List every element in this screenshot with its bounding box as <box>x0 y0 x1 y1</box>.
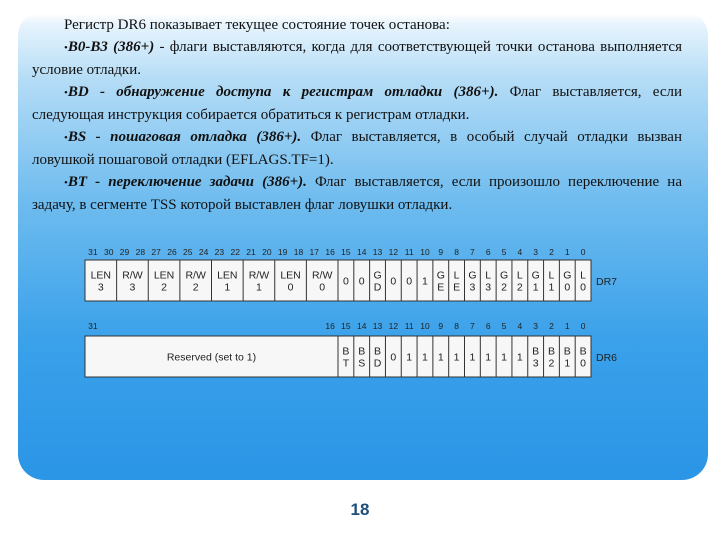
dr6-field-label: 1 <box>469 351 476 364</box>
dr7-field-label: 1 <box>422 275 428 288</box>
dr6-field-label: 1 <box>501 351 507 364</box>
dr7-bit-number: 16 <box>325 247 335 257</box>
dr7-bit-number: 25 <box>183 247 193 257</box>
dr7-field-label: 2 <box>501 281 507 294</box>
dr7-field-label: 1 <box>224 281 231 294</box>
bullet-marker: • <box>64 42 68 54</box>
text-block <box>32 14 682 216</box>
dr7-field-label: LEN <box>280 269 301 282</box>
dr7-field-label: G <box>563 269 572 282</box>
dr7-field-label: 0 <box>406 275 413 288</box>
dr7-field-label: G <box>373 269 382 282</box>
dr7-bit-number: 20 <box>262 247 272 257</box>
dr6-bit-number: 10 <box>420 321 430 331</box>
dr7-field-label: G <box>499 269 509 282</box>
dr7-field-label: 2 <box>192 281 199 294</box>
dr6-field-label: 3 <box>532 357 539 370</box>
dr7-bit-number: 30 <box>103 247 114 257</box>
dr7-bit-number: 8 <box>454 247 459 257</box>
bullet-term: B0-B3 (386+) <box>67 39 155 55</box>
dr7-field-label: L <box>516 269 523 282</box>
dr6-bit-number: 8 <box>454 321 459 331</box>
bullet-item-bd <box>32 81 682 126</box>
dr7-field-label: 3 <box>129 281 136 294</box>
dr6-field-label: B <box>358 345 366 358</box>
register-diagram <box>60 243 660 393</box>
dr6-bit-number: 15 <box>341 321 351 331</box>
dr6-bit-number: 16 <box>325 321 335 331</box>
dr6-field-label: S <box>358 357 366 370</box>
bullet-text: Флаг выставляется, в особый случай отладки вызван ловушкой пошаговой отладки (EFLAGS.TF=1). <box>32 129 682 168</box>
dr7-field-label: 0 <box>342 275 349 288</box>
dr7-field-label: 1 <box>256 281 262 294</box>
bullet-text: Флаг выставляется, если произошло переключение на задачу, в сегменте TSS которой выставлен флаг ловушки отладки. <box>32 174 682 213</box>
dr7-field-label: R/W <box>185 269 206 282</box>
dr6-bit-number: 6 <box>485 321 491 331</box>
dr6-field-label: 0 <box>390 351 397 364</box>
dr6-field-label: B <box>579 345 587 358</box>
dr6-field-label: 1 <box>406 351 413 364</box>
dr7-field-label: LEN <box>90 269 112 282</box>
dr7-bit-number: 4 <box>517 247 523 257</box>
bullet-term: BT - переключение задачи (386+). <box>67 174 307 190</box>
dr7-field-label: E <box>453 281 461 294</box>
dr6-field-label: B <box>342 345 350 358</box>
dr7-field-label: 1 <box>548 281 555 294</box>
dr7-field-label: L <box>548 269 555 282</box>
dr7-field-label: R/W <box>122 269 143 282</box>
dr7-field-label: 3 <box>485 281 492 294</box>
dr7-bit-number: 11 <box>404 247 414 257</box>
dr7-bit-number: 18 <box>293 247 304 257</box>
dr7-field-label: L <box>580 269 587 282</box>
dr6-bit-number: 2 <box>549 321 554 331</box>
dr6-field-label: 1 <box>422 351 428 364</box>
bullet-marker: • <box>64 177 68 189</box>
dr7-field-label: 2 <box>516 281 523 294</box>
dr7-field-label: 3 <box>97 281 104 294</box>
dr7-bit-number: 9 <box>438 247 444 257</box>
dr7-field-label: 0 <box>580 281 587 294</box>
dr7-field-label: LEN <box>153 269 175 282</box>
dr7-bit-number: 0 <box>580 247 586 257</box>
dr7-field-label: 0 <box>390 275 397 288</box>
dr6-field-label: B <box>563 345 571 358</box>
dr7-field-label: 0 <box>319 281 326 294</box>
dr7-bit-number: 29 <box>119 247 130 257</box>
dr6-field-label: B <box>374 345 382 358</box>
bullet-text: флаги выставляются, когда для соответствующей точки останова выполняется условие отладки. <box>32 39 682 78</box>
dr7-register-label: DR7 <box>596 276 618 288</box>
dr6-field-label: 1 <box>453 351 460 364</box>
dr7-field-label: 1 <box>532 281 539 294</box>
dr6-bit-number: 7 <box>470 321 475 331</box>
bullet-separator <box>498 84 509 100</box>
dr7-field-label: 0 <box>564 281 571 294</box>
dr7-bit-number: 26 <box>167 247 177 257</box>
dr7-bit-number: 28 <box>135 247 146 257</box>
dr6-bit-number: 5 <box>501 321 507 331</box>
dr7-bit-number: 22 <box>230 247 240 257</box>
dr6-field-label: 0 <box>580 357 587 370</box>
dr7-field-label: L <box>453 269 460 282</box>
dr7-field-label: 3 <box>469 281 476 294</box>
bullet-separator <box>307 174 315 190</box>
dr6-field-label: T <box>342 357 350 370</box>
dr7-bit-number: 15 <box>341 247 351 257</box>
dr7-field-label: G <box>468 269 477 282</box>
dr6-bit-number: 0 <box>580 321 586 331</box>
dr7-bit-number: 27 <box>151 247 161 257</box>
dr7-bit-number: 17 <box>309 247 320 257</box>
dr7-bit-number: 2 <box>549 247 554 257</box>
dr7-bit-number: 24 <box>198 247 209 257</box>
dr6-field-label: 2 <box>548 357 555 370</box>
dr6-bit-number: 9 <box>438 321 444 331</box>
dr7-bit-number: 10 <box>420 247 430 257</box>
dr6-register-label: DR6 <box>596 352 618 364</box>
dr7-field-label: E <box>437 281 445 294</box>
dr6-bit-number: 31 <box>88 321 98 331</box>
bullet-term: BD - обнаружение доступа к регистрам отладки (386+). <box>67 84 499 100</box>
dr6-field-label: B <box>532 345 540 358</box>
bullet-item-bt <box>32 171 682 216</box>
dr7-bit-number: 3 <box>533 247 539 257</box>
intro-paragraph: Регистр DR6 показывает текущее состояние точек останова: <box>64 17 450 33</box>
bullet-term: BS - пошаговая отладка (386+). <box>67 129 302 145</box>
dr7-bit-number: 5 <box>501 247 507 257</box>
dr6-field-label: 1 <box>564 357 571 370</box>
dr6-bit-number: 14 <box>356 321 367 331</box>
dr6-bit-number: 13 <box>372 321 383 331</box>
dr6-field-label: 1 <box>437 351 444 364</box>
dr6-bit-number: 4 <box>517 321 523 331</box>
dr7-field-label: L <box>485 269 492 282</box>
dr6-field-label: 1 <box>485 351 492 364</box>
dr7-field-label: R/W <box>311 269 333 282</box>
dr7-field-label: LEN <box>217 269 238 282</box>
bullet-item-b0-b3 <box>32 36 682 81</box>
dr6-field-label: 1 <box>516 351 523 364</box>
dr7-field-label: 0 <box>287 281 294 294</box>
dr7-bit-number: 7 <box>470 247 475 257</box>
dr6-bit-number: 12 <box>388 321 399 331</box>
bullet-text: Флаг выставляется, если следующая инструкция собирается обратиться к регистрам отладки. <box>32 84 683 123</box>
dr6-field-label: Reserved (set to 1) <box>166 351 257 364</box>
dr6-field-label: D <box>373 357 382 370</box>
bullet-separator: - <box>154 39 170 55</box>
dr7-bit-number: 19 <box>277 247 288 257</box>
dr7-bit-number: 13 <box>372 247 383 257</box>
bullet-marker: • <box>64 87 68 99</box>
dr7-bit-number: 21 <box>246 247 256 257</box>
dr6-field-label: B <box>547 345 555 358</box>
dr7-field-label: 2 <box>161 281 167 294</box>
bullet-item-bs <box>32 126 682 171</box>
dr7-bit-number: 23 <box>214 247 225 257</box>
dr7-field-label: G <box>436 269 445 282</box>
dr6-bit-number: 11 <box>404 321 414 331</box>
bullet-separator <box>301 129 310 145</box>
dr7-field-label: 0 <box>358 275 365 288</box>
page-number: 18 <box>350 500 370 519</box>
dr7-field-label: R/W <box>248 269 270 282</box>
dr6-bit-number: 1 <box>564 321 570 331</box>
dr7-bit-number: 31 <box>88 247 98 257</box>
dr7-bit-number: 1 <box>564 247 570 257</box>
dr7-bit-number: 12 <box>388 247 399 257</box>
dr7-bit-number: 14 <box>356 247 367 257</box>
dr7-field-label: D <box>373 281 382 294</box>
dr7-bit-number: 6 <box>485 247 491 257</box>
bullet-marker: • <box>64 132 68 144</box>
dr6-bit-number: 3 <box>533 321 539 331</box>
dr7-field-label: G <box>531 269 540 282</box>
